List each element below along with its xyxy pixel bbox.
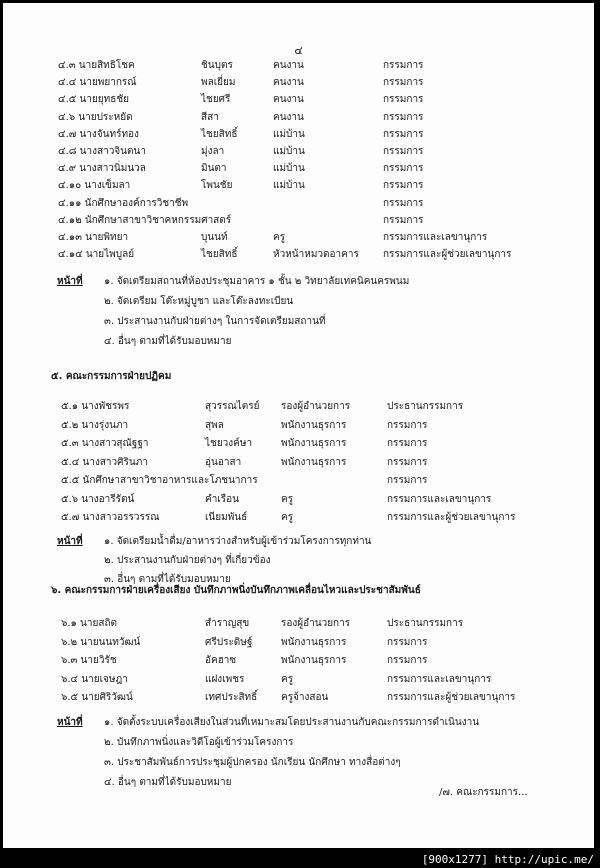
member-role: กรรมการและผู้ช่วยเลขานุการ [383,249,512,261]
section5-duty-item: ๓. อื่นๆ ตามที่ได้รับมอบหมาย [104,574,231,585]
member-role: กรรมการและเลขานุการ [387,493,492,505]
member-name: ๕.๔ นางสาวศิรินภา [61,456,148,468]
member-surname: มินตา [201,163,227,175]
member-row [58,77,578,89]
member-position: แม่บ้าน [273,163,305,175]
member-role: กรรมการและผู้ช่วยเลขานุการ [387,512,516,523]
member-row [58,129,578,141]
member-name: ๔.๑๐ นางเข็มลา [58,180,131,192]
document-page [3,3,594,848]
member-name: ๔.๗ นางจันทร์ทอง [58,128,139,140]
section4-duty-item: ๓. ประสานงานกับฝ่ายต่างๆ ในการจัดเตรียมสถานที่ [104,316,326,327]
member-role: ประธานกรรมการ [387,401,464,412]
member-position: คนงาน [273,111,304,123]
member-role: กรรมการ [387,475,428,486]
member-row [58,232,578,244]
member-surname: ไชยสิทธิ์ [201,128,238,140]
member-position: ครู [281,673,294,685]
member-row [58,94,578,106]
member-row [61,420,581,432]
member-position: คนงาน [273,60,304,71]
member-surname: อัคฮาซ [205,655,237,666]
member-row [58,215,578,227]
member-row [58,249,578,261]
member-name: ๖.๔ นายเจษฎา [61,673,128,685]
member-surname: พลเยี่ยม [201,77,236,89]
member-surname: มุ่งลา [201,146,225,157]
member-row [58,146,578,158]
member-role: กรรมการ [383,128,424,140]
member-surname: แฝงเพชร [205,673,245,685]
member-surname: บุนนท์ [201,232,228,243]
member-name: ๕.๗ นางสาวอรรวรรณ [61,512,160,523]
member-row [61,457,581,469]
member-position: พนักงานธุรการ [281,636,347,648]
member-name: ๕.๖ นางอารีรัตน์ [61,493,135,505]
member-row [61,512,581,524]
member-surname: ไชยวงค์ษา [205,438,253,449]
member-surname: สุวรรณไตรย์ [205,401,260,412]
member-role: กรรมการและผู้ช่วยเลขานุการ [387,692,516,703]
member-position: พนักงานธุรการ [281,456,347,468]
member-row [61,692,581,704]
member-role: กรรมการ [387,456,428,468]
member-name: ๔.๖ นายประหยัด [58,111,133,123]
member-position: ครู [281,493,294,505]
member-role: กรรมการ [387,655,428,666]
member-name: ๔.๕ นายยุทธชัย [58,94,130,106]
member-surname: คำเรือน [205,493,239,505]
member-name: ๔.๑๓ นายพิทยา [58,232,129,243]
section4-duty-item: ๔. อื่นๆ ตามที่ได้รับมอบหมาย [104,336,232,347]
section5-duties-label: หน้าที่ [57,536,83,547]
section5-title: ๕. คณะกรรมการฝ่ายปฏิคม [51,371,172,382]
section4-duty-item: ๒. จัดเตรียม โต๊ะหมู่บูชา และโต๊ะลงทะเบียน [104,296,294,307]
section5-duty-item: ๑. จัดเตรียมน้ำดื่ม/อาหารว่างสำหรับผู้เข้าร่วมโครงการทุกท่าน [104,536,372,547]
watermark: [900x1277] http://upic.me/ [421,853,594,866]
member-role: กรรมการ [383,163,424,175]
member-row [61,438,581,450]
member-name: ๔.๘ นางสาวจินตนา [58,146,146,157]
member-surname: เทศประสิทธิ์ [205,692,258,703]
member-name: ๖.๒ นายนนทวัฒน์ [61,636,141,648]
member-surname: อุ่นอาสา [205,456,242,468]
member-name: ๕.๕ นักศึกษาสาขาวิชาอาหารและโภชนาการ [61,475,258,486]
member-name: ๔.๔ นายพยากรณ์ [58,77,137,89]
member-role: กรรมการและเลขานุการ [387,673,492,685]
member-name: ๔.๓ นายสิทธิโชค [58,60,135,71]
member-role: กรรมการ [387,419,428,431]
member-name: ๕.๓ นางสาวสุณัฐฐา [61,438,149,449]
member-surname: ศรีประดิษฐ์ [205,636,253,648]
member-row [58,112,578,124]
member-row [61,655,581,667]
section6-duty-item: ๑. จัดตั้งระบบเครื่องเสียงในส่วนที่เหมาะสมโดยประสานงานกับคณะกรรมการดำเนินงาน [104,717,480,728]
member-surname: ไชยสิทธิ์ [201,249,238,261]
section6-duty-item: ๔. อื่นๆ ตามที่ได้รับมอบหมาย [104,777,232,788]
member-role: กรรมการและเลขานุการ [383,232,488,243]
member-role: กรรมการ [383,111,424,123]
member-role: กรรมการ [383,60,424,71]
section6-duty-item: ๒. บันทึกภาพนิ่งและวิดีโอผู้เข้าร่วมโครงการ [104,737,294,748]
member-position: พนักงานธุรการ [281,655,347,666]
member-row [58,60,578,72]
member-name: ๔.๑๒ นักศึกษาสาขาวิชาคหกรรมศาสตร์ [58,214,232,226]
member-name: ๕.๑ นางพัชรพร [61,401,130,412]
member-name: ๔.๑๔ นายไพบูลย์ [58,249,135,261]
member-row [61,475,581,487]
member-position: แม่บ้าน [273,128,305,140]
member-position: พนักงานธุรการ [281,419,347,431]
member-role: กรรมการ [383,214,424,226]
member-row [58,198,578,210]
member-position: หัวหน้าหมวดอาคาร [273,249,359,261]
member-row [61,401,581,413]
member-role: ประธานกรรมการ [387,618,464,629]
member-position: รองผู้อำนวยการ [281,618,351,629]
member-role: กรรมการ [387,438,428,449]
section6-duties-label: หน้าที่ [57,717,83,728]
member-role: กรรมการ [383,180,424,192]
member-surname: เนียมพันธ์ [205,512,248,523]
member-name: ๖.๓ นายวิรัช [61,655,117,666]
member-name: ๔.๙ นางสาวนิ่มนวล [58,163,146,175]
member-role: กรรมการ [383,146,424,157]
page-number: ๔ [294,44,303,57]
member-row [61,618,581,630]
member-position: ครู [281,512,294,523]
member-role: กรรมการ [383,77,424,89]
member-position: คนงาน [273,94,304,106]
member-surname: ชินบุตร [201,60,233,71]
member-role: กรรมการ [383,94,424,106]
member-position: แม่บ้าน [273,146,305,157]
section4-duty-item: ๑. จัดเตรียมสถานที่ห้องประชุมอาคาร ๑ ชั้น ๒ วิทยาลัยเทคนิคนครพนม [104,276,410,287]
continuation-note: /๗. คณะกรรมการ... [439,787,528,798]
member-role: กรรมการ [387,636,428,648]
section6-duty-item: ๓. ประชาสัมพันธ์การประชุมผู้ปกครอง นักเรียน นักศึกษา ทางสื่อต่างๆ [104,757,401,768]
member-surname: โพนชัย [201,180,233,192]
member-name: ๕.๒ นางรุ่งนภา [61,419,129,431]
member-name: ๖.๕ นายศิริวัฒน์ [61,692,133,703]
section4-duties-label: หน้าที่ [57,276,83,287]
member-row [58,163,578,175]
member-position: ครูจ้างสอน [281,692,329,703]
member-position: คนงาน [273,77,304,89]
member-row [61,674,581,686]
member-surname: ไชยศรี [201,94,231,106]
member-surname: สำราญสุข [205,618,250,629]
member-name: ๔.๑๑ นักศึกษาองค์การวิชาชีพ [58,197,189,209]
member-surname: สีสา [201,111,219,123]
member-position: แม่บ้าน [273,180,305,192]
member-row [61,637,581,649]
section5-duty-item: ๒. ประสานงานกับฝ่ายต่างๆ ที่เกี่ยวข้อง [104,555,271,566]
member-position: พนักงานธุรการ [281,438,347,449]
member-name: ๖.๑ นายสถิต [61,618,118,629]
member-row [61,494,581,506]
member-role: กรรมการ [383,197,424,209]
member-position: รองผู้อำนวยการ [281,401,351,412]
member-row [58,180,578,192]
member-position: ครู [273,232,286,243]
member-surname: สุพล [205,419,224,431]
section6-title: ๖. คณะกรรมการฝ่ายเครื่องเสียง บันทึกภาพนิ่งบันทึกภาพเคลื่อนไหวและประชาสัมพันธ์ [51,585,421,596]
